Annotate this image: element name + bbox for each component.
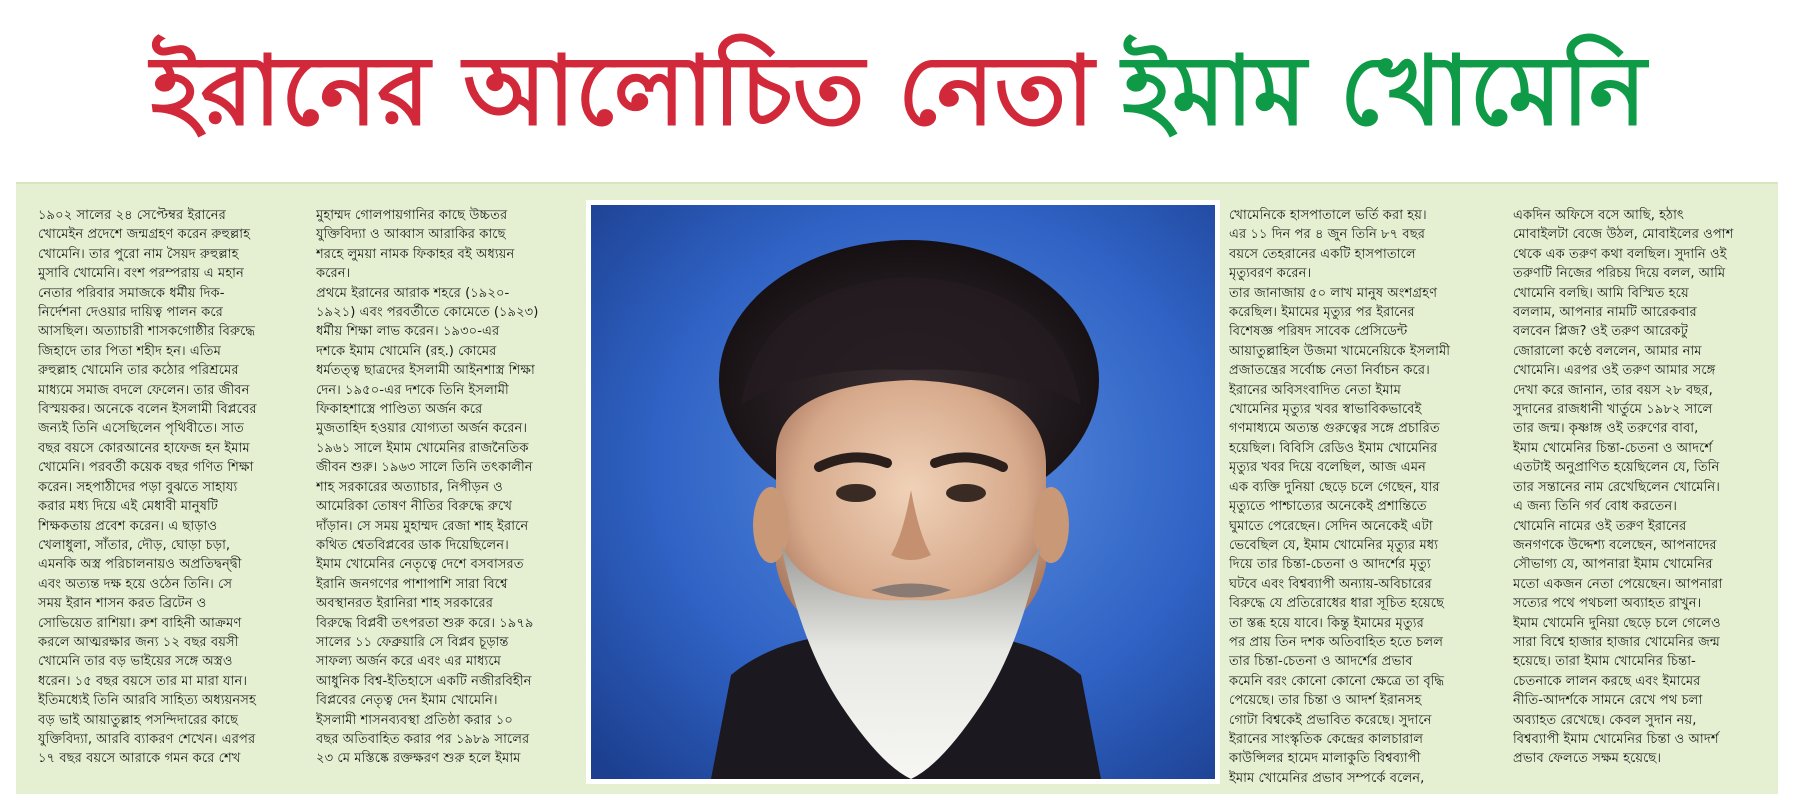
portrait-photo bbox=[586, 200, 1220, 784]
article-column-1 bbox=[38, 206, 300, 786]
article-column-3 bbox=[1229, 206, 1499, 786]
article-column-4 bbox=[1513, 206, 1771, 786]
article-column-3-text: খোমেনিকে হাসপাতালে ভর্তি করা হয়। এর ১১ দিন পর ৪ জুন তিনি ৮৭ বছর বয়সে তেহরানের একটি হাসপাতালে মৃত্যুবরণ করেন। তার জানাজায় ৫০ লাখ মানুষ অংশগ্রহণ করেছিল। ইমামের মৃত্যুর পর ইরানের বিশেষজ্ঞ পরিষদ সাবেক প্রেসিডেন্ট আয়াতুল্লাহিল উজমা খামেনেয়িকে ইসলামী প্রজাতন্ত্রের সর্বোচ্চ নেতা নির্বাচন করে। ইরানের অবিসংবাদিত নেতা ইমাম খোমেনির মৃত্যুর খবর স্বাভাবিকভাবেই গণমাধ্যমে অত্যন্ত গুরুত্বের সঙ্গে প্রচারিত হয়েছিল। বিবিসি রেডিও ইমাম খোমেনির মৃত্যুর খবর দিয়ে বলেছিল, আজ এমন এক ব্যক্তি দুনিয়া ছেড়ে চলে গেছেন, যার মৃত্যুতে পাশ্চাত্যের অনেকেই প্রশান্তিতে ঘুমাতে পেরেছেন। সেদিন অনেকেই এটা ভেবেছিল যে, ইমাম খোমেনির মৃত্যুর মধ্য দিয়ে তার চিন্তা-চেতনা ও আদর্শের মৃত্যু ঘটবে এবং বিশ্বব্যাপী অন্যায়-অবিচারের বিরুদ্ধে যে প্রতিরোধের ধারা সূচিত হয়েছে তা স্তব্ধ হয়ে যাবে। কিন্তু ইমামের মৃত্যুর পর প্রায় তিন দশক অতিবাহিত হতে চলল তার চিন্তা-চেতনা ও আদর্শের প্রভাব কমেনি বরং কোনো কোনো ক্ষেত্রে তা বৃদ্ধি পেয়েছে। তার চিন্তা ও আদর্শ ইরানসহ গোটা বিশ্বকেই প্রভাবিত করেছে। সুদানে ইরানের সাংস্কৃতিক কেন্দ্রের কালচারাল কাউন্সিলর হামেদ মালাকুতি বিশ্বব্যাপী ইমাম খোমেনির প্রভাব সম্পর্কে বলেন, bbox=[1229, 208, 1451, 786]
article-panel bbox=[16, 182, 1778, 794]
article-column-2-text: মুহাম্মদ গোলপায়গানির কাছে উচ্চতর যুক্তিবিদ্যা ও আব্বাস আরাকির কাছে শরহে লুময়া নামক ফিকাহর বই অধ্যয়ন করেন। প্রথমে ইরানের আরাক শহরে (১৯২০- ১৯২১) এবং পরবর্তীতে কোমেতে (১৯২৩) ধর্মীয় শিক্ষা লাভ করেন। ১৯৩০-এর দশকে ইমাম খোমেনি (রহ.) কোমের ধর্মতত্ত্ব ছাত্রদের ইসলামী আইনশাস্ত্র শিক্ষা দেন। ১৯৫০-এর দশকে তিনি ইসলামী ফিকাহশাস্ত্রে পাণ্ডিত্য অর্জন করে মুজতাহিদ হওয়ার যোগ্যতা অর্জন করেন। ১৯৬১ সালে ইমাম খোমেনির রাজনৈতিক জীবন শুরু। ১৯৬৩ সালে তিনি তৎকালীন শাহ সরকারের অত্যাচার, নিপীড়ন ও আমেরিকা তোষণ নীতির বিরুদ্ধে রুখে দাঁড়ান। সে সময় মুহাম্মদ রেজা শাহ ইরানে কথিত শ্বেতবিপ্লবের ডাক দিয়েছিলেন। ইমাম খোমেনির নেতৃত্বে দেশে বসবাসরত ইরানি জনগণের পাশাপাশি সারা বিশ্বে অবস্থানরত ইরানিরা শাহ সরকারের বিরুদ্ধে বিপ্লবী তৎপরতা শুরু করে। ১৯৭৯ সালের ১১ ফেব্রুয়ারি সে বিপ্লব চূড়ান্ত সাফল্য অর্জন করে এবং এর মাধ্যমে আধুনিক বিশ্ব-ইতিহাসে একটি নজীরবিহীন বিপ্লবের নেতৃত্ব দেন ইমাম খোমেনি। ইসলামী শাসনব্যবস্থা প্রতিষ্ঠা করার ১০ বছর অতিবাহিত করার পর ১৯৮৯ সালের ২৩ মে মস্তিষ্কে রক্তক্ষরণ শুরু হলে ইমাম bbox=[316, 208, 539, 767]
headline bbox=[0, 0, 1797, 182]
headline-part-red: ইরানের আলোচিত নেতা bbox=[150, 35, 1095, 147]
article-column-1-text: ১৯০২ সালের ২৪ সেপ্টেম্বর ইরানের খোমেইন প্রদেশে জন্মগ্রহণ করেন রুহুল্লাহ খোমেনি। তার পুরো নাম সৈয়দ রুহুল্লাহ মুসাবি খোমেনি। বংশ পরম্পরায় এ মহান নেতার পরিবার সমাজকে ধর্মীয় দিক- নির্দেশনা দেওয়ার দায়িত্ব পালন করে আসছিল। অত্যাচারী শাসকগোষ্ঠীর বিরুদ্ধে জিহাদে তার পিতা শহীদ হন। এতিম রুহুল্লাহ খোমেনি তার কঠোর পরিশ্রমের মাধ্যমে সমাজ বদলে ফেলেন। তার জীবন বিস্ময়কর। অনেকে বলেন ইসলামী বিপ্লবের জন্যই তিনি এসেছিলেন পৃথিবীতে। সাত বছর বয়সে কোরআনের হাফেজ হন ইমাম খোমেনি। পরবর্তী কয়েক বছর গণিত শিক্ষা করেন। সহপাঠীদের পড়া বুঝতে সাহায্য করার মধ্য দিয়ে এই মেধাবী মানুষটি শিক্ষকতায় প্রবেশ করেন। এ ছাড়াও খেলাধুলা, সাঁতার, দৌড়, ঘোড়া চড়া, এমনকি অস্ত্র পরিচালনায়ও অপ্রতিদ্বন্দ্বী এবং অত্যন্ত দক্ষ হয়ে ওঠেন তিনি। সে সময় ইরান শাসন করত ব্রিটেন ও সোভিয়েত রাশিয়া। রুশ বাহিনী আক্রমণ করলে আত্মরক্ষার জন্য ১২ বছর বয়সী খোমেনি তার বড় ভাইয়ের সঙ্গে অস্ত্রও ধরেন। ১৫ বছর বয়সে তার মা মারা যান। ইতিমধ্যেই তিনি আরবি সাহিত্য অধ্যয়নসহ বড় ভাই আয়াতুল্লাহ পসন্দিদারের কাছে যুক্তিবিদ্যা, আরবি ব্যাকরণ শেখেন। এরপর ১৭ বছর বয়সে আরাকে গমন করে শেখ bbox=[38, 208, 257, 767]
headline-part-green: ইমাম খোমেনি bbox=[1122, 35, 1647, 147]
article-column-2 bbox=[316, 206, 586, 786]
article-column-4-text: একদিন অফিসে বসে আছি, হঠাৎ মোবাইলটা বেজে উঠল, মোবাইলের ওপাশ থেকে এক তরুণ কথা বলছিল। সুদানি ওই তরুণটি নিজের পরিচয় দিয়ে বলল, আমি খোমেনি বলছি। আমি বিস্মিত হয়ে বললাম, আপনার নামটি আরেকবার বলবেন প্লিজ? ওই তরুণ আরেকটু জোরালো কণ্ঠে বললেন, আমার নাম খোমেনি। এরপর ওই তরুণ আমার সঙ্গে দেখা করে জানান, তার বয়স ২৮ বছর, সুদানের রাজধানী খার্তুমে ১৯৮২ সালে তার জন্ম। কৃষ্ণাঙ্গ ওই তরুণের বাবা, ইমাম খোমেনির চিন্তা-চেতনা ও আদর্শে এতটাই অনুপ্রাণিত হয়েছিলেন যে, তিনি তার সন্তানের নাম রেখেছিলেন খোমেনি। এ জন্য তিনি গর্ব বোধ করতেন। খোমেনি নামের ওই তরুণ ইরানের জনগণকে উদ্দেশ্য বলেছেন, আপনাদের সৌভাগ্য যে, আপনারা ইমাম খোমেনির মতো একজন নেতা পেয়েছেন। আপনারা সত্যের পথে পথচলা অব্যাহত রাখুন। ইমাম খোমেনি দুনিয়া ছেড়ে চলে গেলেও সারা বিশ্বে হাজার হাজার খোমেনির জন্ম হয়েছে। তারা ইমাম খোমেনির চিন্তা- চেতনাকে লালন করছে এবং ইমামের নীতি-আদর্শকে সামনে রেখে পথ চলা অব্যাহত রেখেছে। কেবল সুদান নয়, বিশ্বব্যাপী ইমাম খোমেনির চিন্তা ও আদর্শ প্রভাব ফেলতে সক্ষম হয়েছে। bbox=[1513, 208, 1734, 767]
portrait-illustration bbox=[591, 205, 1215, 779]
